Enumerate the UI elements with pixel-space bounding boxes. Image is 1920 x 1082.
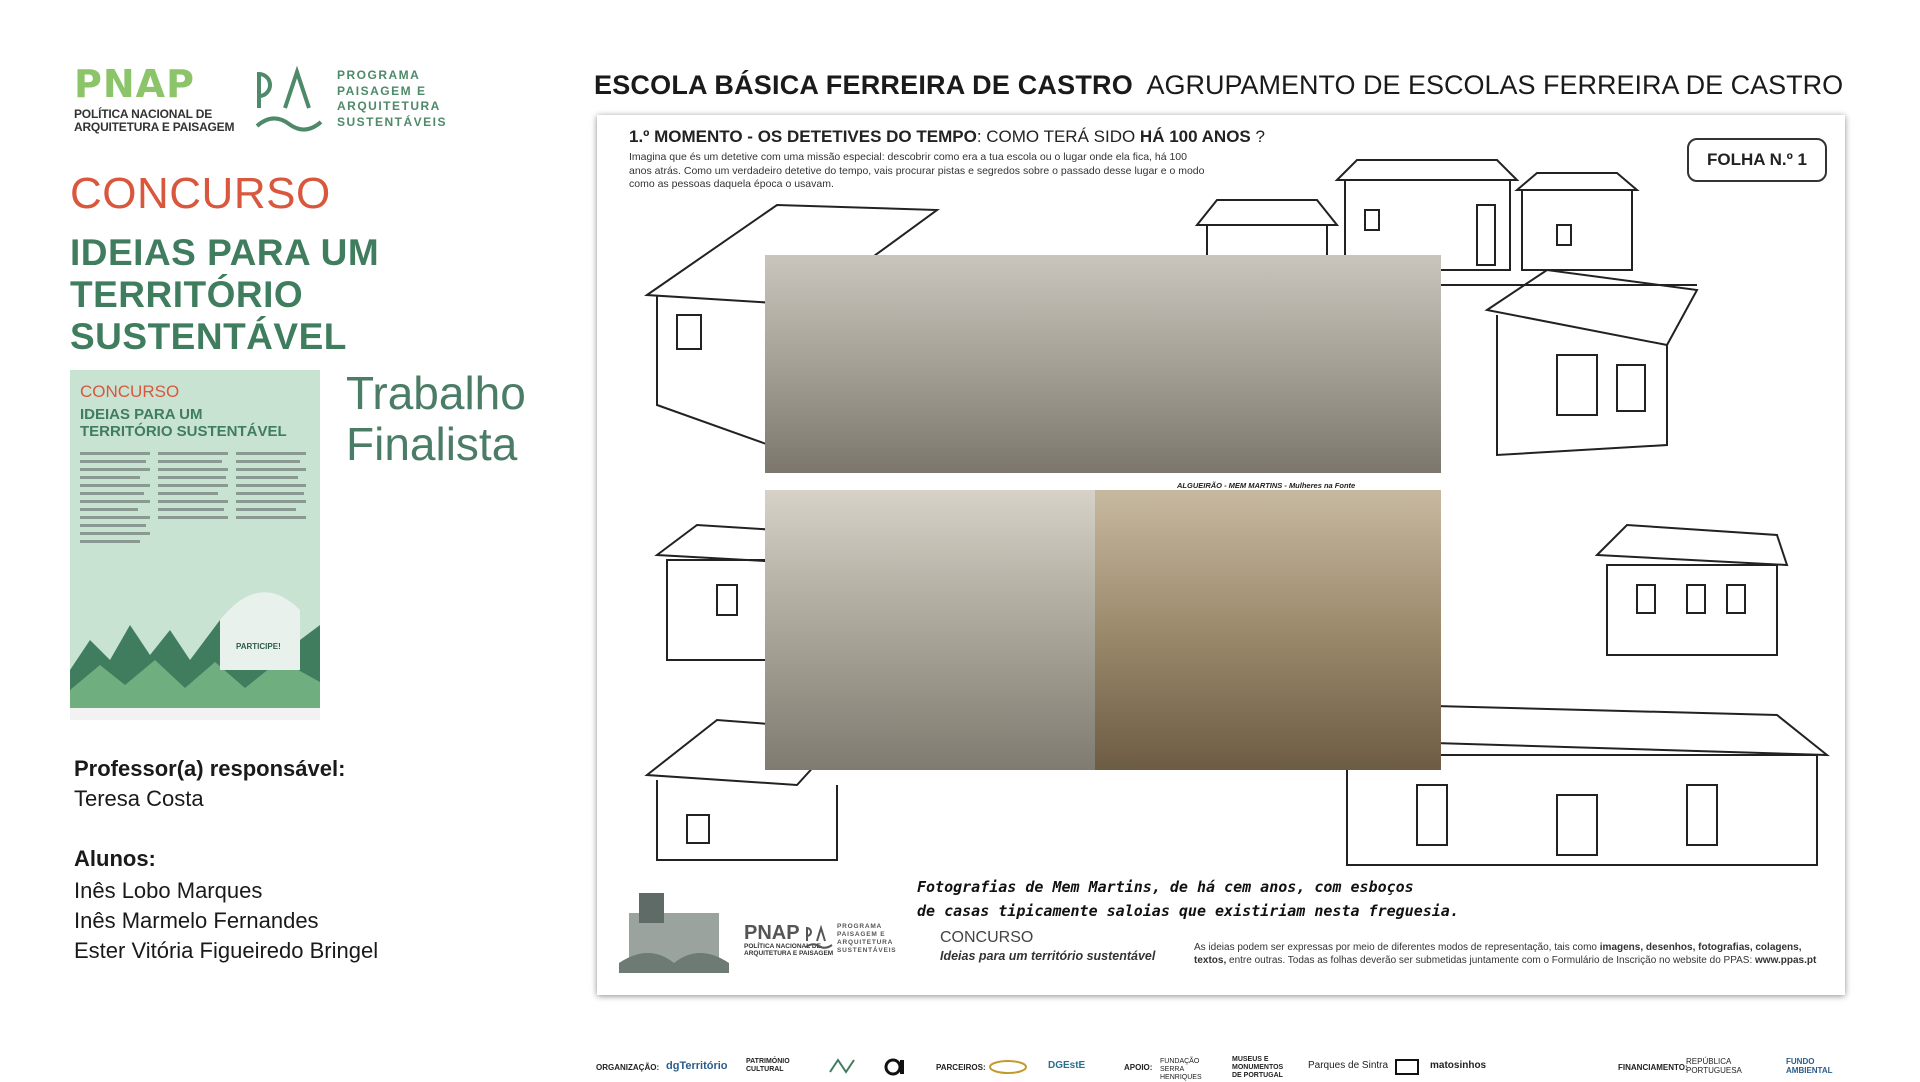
school-group: AGRUPAMENTO DE ESCOLAS FERREIRA DE CASTRO xyxy=(1146,70,1844,100)
students-list xyxy=(74,876,378,966)
partner-logo-icon xyxy=(1394,1058,1420,1076)
school-header xyxy=(594,70,1843,101)
fundacao-logo: FUNDAÇÃO SERRA HENRIQUES xyxy=(1160,1058,1202,1081)
caption-line: Fotografias de Mem Martins, de há cem anos, com esboços xyxy=(917,878,1414,896)
contest-poster-thumbnail xyxy=(70,370,320,720)
ppas-logo-text xyxy=(337,68,447,130)
pnap-logo-subtitle xyxy=(74,108,244,134)
organizacao-label: ORGANIZAÇÃO: xyxy=(596,1063,660,1072)
worksheet-sheet xyxy=(597,115,1845,995)
finalist-status xyxy=(346,368,526,470)
contest-title-line: IDEIAS PARA UM xyxy=(70,232,380,273)
contest-title-line: SUSTENTÁVEL xyxy=(70,316,347,357)
worksheet-momento: 1.º MOMENTO - xyxy=(629,127,758,146)
poster-participe: PARTICIPE! xyxy=(236,642,281,651)
museus-logo: MUSEUS E MONUMENTOS DE PORTUGAL xyxy=(1232,1056,1284,1079)
finalist-status-line: Finalista xyxy=(346,418,518,470)
student-name: Inês Lobo Marques xyxy=(74,878,263,903)
poster-title-line: IDEIAS PARA UM xyxy=(80,406,203,423)
poster-concurso: CONCURSO xyxy=(80,382,180,401)
matosinhos-logo: matosinhos xyxy=(1430,1060,1487,1071)
poster-illustration xyxy=(70,370,320,720)
partner-logo-icon xyxy=(884,1058,908,1076)
historic-photo-ox-cart xyxy=(765,255,1095,473)
worksheet-ppas-line: PROGRAMA xyxy=(837,923,883,930)
historic-photo-fountain xyxy=(1095,255,1441,473)
student-name: Inês Marmelo Fernandes xyxy=(74,908,319,933)
dgterritorio-logo: dgTerritório xyxy=(666,1060,728,1072)
professor-label: Professor(a) responsável: xyxy=(74,756,346,781)
worksheet-pnap-sub: POLÍTICA NACIONAL DE xyxy=(744,943,821,950)
ppas-line: ARQUITETURA xyxy=(337,99,441,113)
finalist-status-line: Trabalho xyxy=(346,367,526,419)
worksheet-question: : COMO TERÁ SIDO xyxy=(976,127,1140,146)
instructions-bold: imagens, desenhos, fotografias, colagens, textos, xyxy=(1194,942,1802,966)
worksheet-description: Imagina que és um detetive com uma missão especial: descobrir como era a tua escola ou o lugar onde ela fica, há 100 anos atrás. Como um verdadeiro detetive do tempo, vais procurar pistas e segredos sobre o passado desse lugar e o modo como as pessoas daquela época o usavam. xyxy=(629,151,1205,190)
historic-photo-caption: ALGUEIRÃO - MEM MARTINS - Mulheres na Fonte xyxy=(1177,481,1356,490)
professor-name: Teresa Costa xyxy=(74,786,204,811)
sponsors-bar xyxy=(596,1056,1856,1081)
parques-sintra-logo: Parques de Sintra xyxy=(1308,1060,1389,1071)
republica-portuguesa-logo: REPÚBLICA PORTUGUESA xyxy=(1686,1057,1742,1075)
worksheet-ideias: Ideias para um território sustentável xyxy=(940,949,1156,963)
worksheet-ppas-logo xyxy=(837,923,896,955)
ppas-line: PAISAGEM E xyxy=(337,83,427,98)
sheet-number-badge: FOLHA N.º 1 xyxy=(1687,138,1827,182)
apoio-label: APOIO: xyxy=(1124,1063,1153,1072)
poster-title-line: TERRITÓRIO SUSTENTÁVEL xyxy=(80,423,287,440)
pnap-logo-word: PNAP xyxy=(74,62,195,106)
worksheet-pnap-sub: ARQUITETURA E PAISAGEM xyxy=(744,950,834,957)
pnap-subtitle-line: POLÍTICA NACIONAL DE xyxy=(74,107,213,121)
students-label: Alunos: xyxy=(74,846,156,871)
fundo-ambiental-logo: FUNDO AMBIENTAL xyxy=(1786,1057,1833,1075)
worksheet-qmark: ? xyxy=(1250,127,1265,146)
worksheet-instructions xyxy=(1194,941,1834,967)
contest-title xyxy=(70,232,430,358)
dgeste-logo: DGEstE xyxy=(1048,1060,1086,1071)
historic-photo-market xyxy=(1095,490,1441,770)
financiamento-label: FINANCIAMENTO: xyxy=(1618,1063,1688,1072)
parceiros-label: PARCEIROS: xyxy=(936,1063,986,1072)
student-name: Ester Vitória Figueiredo Bringel xyxy=(74,938,379,963)
instructions-text: entre outras. Todas as folhas deverão ser submetidas juntamente com o Formulário de Inscrição no website do PPAS: xyxy=(1226,955,1756,966)
patrimonio-logo: PATRIMÓNIO CULTURAL xyxy=(746,1058,790,1073)
school-illustration-icon xyxy=(619,883,729,973)
instructions-text: As ideias podem ser expressas por meio de diferentes modos de representação, tais como xyxy=(1194,942,1600,953)
school-name: ESCOLA BÁSICA FERREIRA DE CASTRO xyxy=(594,70,1133,100)
partner-logo-icon xyxy=(828,1058,860,1076)
historic-photo-village-view xyxy=(765,490,1095,770)
worksheet-ppas-line: ARQUITETURA xyxy=(837,939,894,946)
ppas-logo-icon xyxy=(255,64,335,134)
partner-logo-icon xyxy=(988,1059,1028,1075)
ppas-line: SUSTENTÁVEIS xyxy=(337,114,448,129)
ppas-line: PROGRAMA xyxy=(337,68,421,82)
worksheet-ppas-line: PAISAGEM E xyxy=(837,931,886,938)
worksheet-ppas-line: SUSTENTÁVEIS xyxy=(837,947,897,954)
ppas-website-link[interactable]: www.ppas.pt xyxy=(1755,955,1817,966)
worksheet-caption xyxy=(917,875,1459,923)
worksheet-ppas-icon xyxy=(805,925,833,949)
pnap-logo xyxy=(74,64,244,144)
worksheet-pnap-word: PNAP xyxy=(744,922,800,944)
concurso-heading: CONCURSO xyxy=(70,169,331,218)
pnap-subtitle-line: ARQUITETURA E PAISAGEM xyxy=(74,120,235,134)
worksheet-ha100: HÁ 100 ANOS xyxy=(1139,127,1251,146)
worksheet-detetives: OS DETETIVES DO TEMPO xyxy=(757,127,977,146)
ppas-logo xyxy=(255,64,455,144)
worksheet-concurso: CONCURSO xyxy=(940,929,1034,946)
caption-line: de casas tipicamente saloias que existiriam nesta freguesia. xyxy=(917,902,1459,920)
contest-title-line: TERRITÓRIO xyxy=(70,274,304,315)
